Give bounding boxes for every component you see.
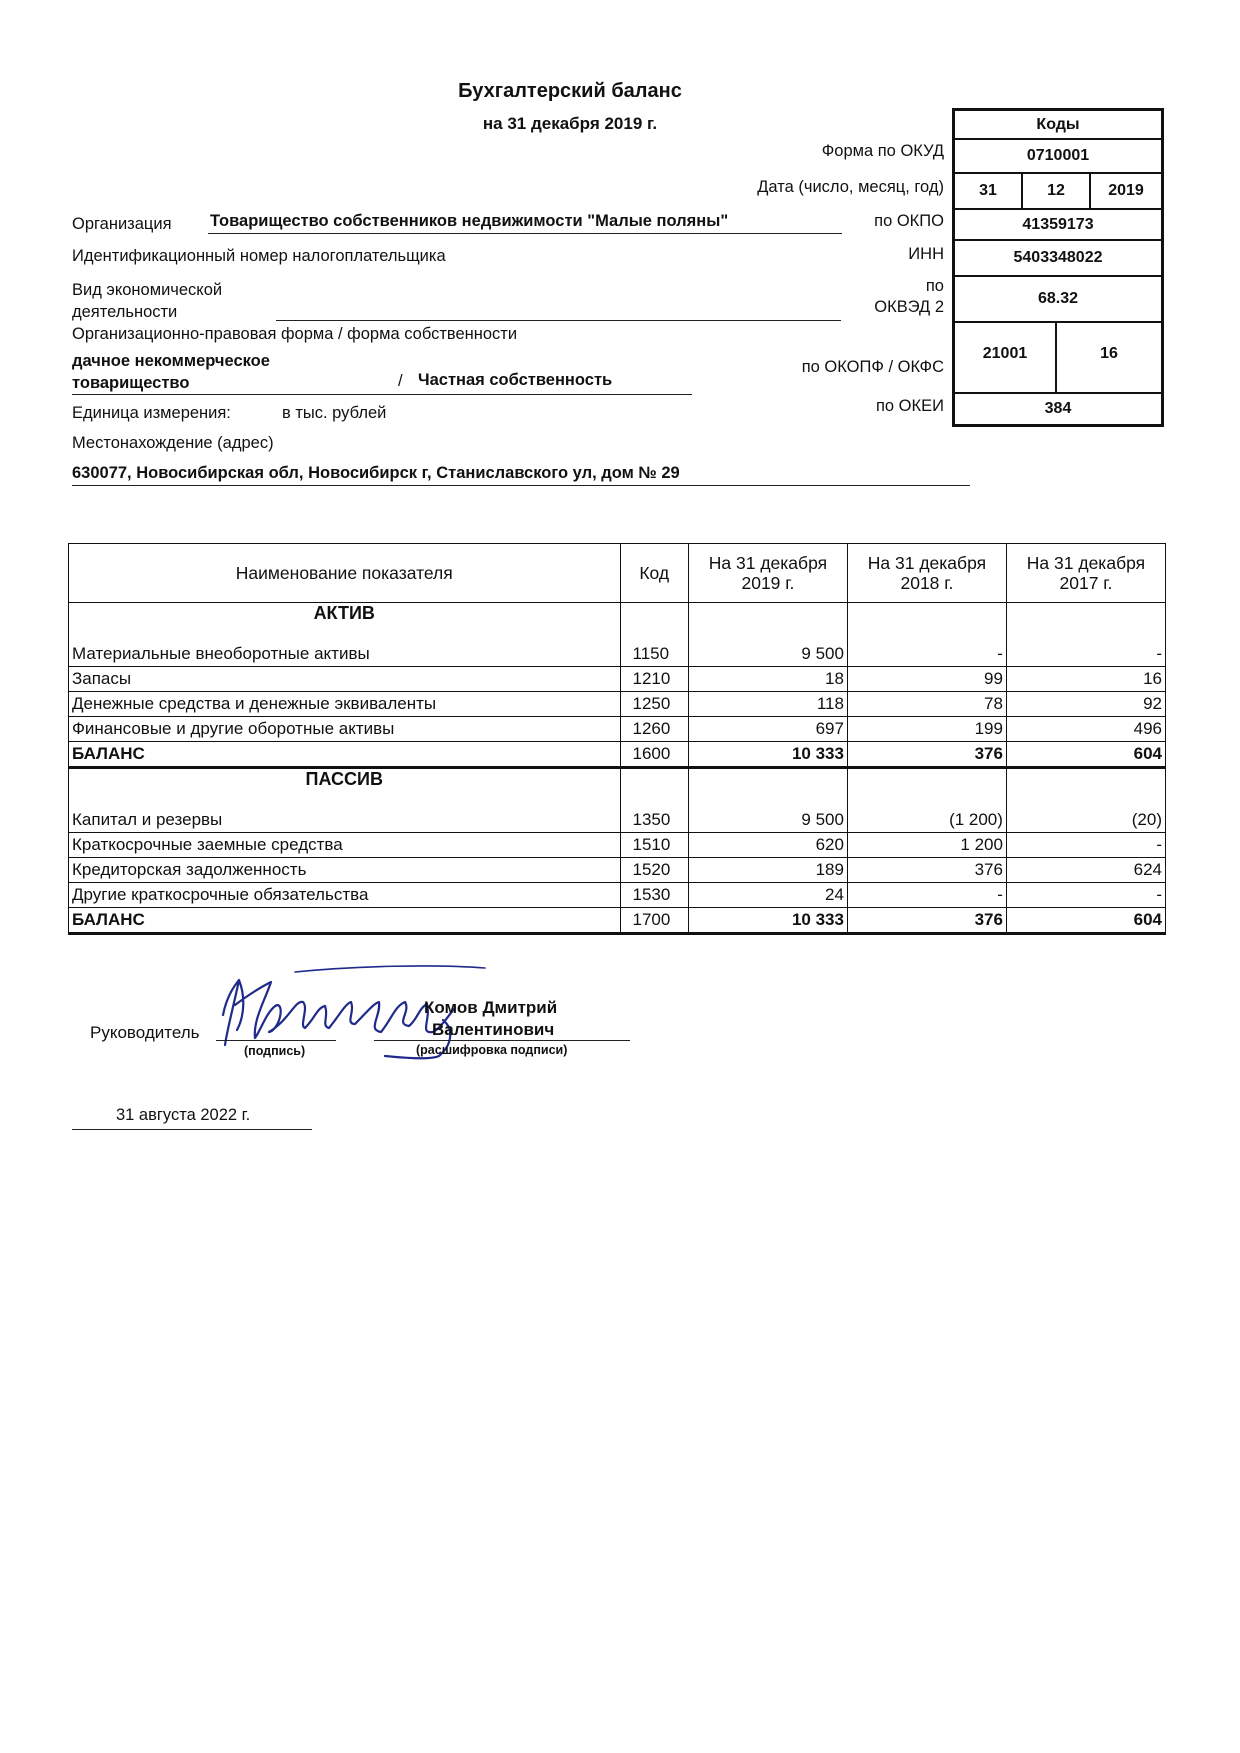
row-2019: 10 333 xyxy=(688,742,847,768)
codes-box xyxy=(952,108,1164,427)
row-2018: 1 200 xyxy=(847,833,1006,858)
unit-label: Единица измерения: xyxy=(72,404,231,422)
row-2017: 624 xyxy=(1006,858,1165,883)
row-code: 1260 xyxy=(620,717,688,742)
header-code: Код xyxy=(620,544,688,603)
row-2018: 376 xyxy=(847,858,1006,883)
date-year: 2019 xyxy=(1089,174,1161,208)
okved-label-2: ОКВЭД 2 xyxy=(874,298,944,316)
okopf-code: 21001 xyxy=(982,345,1028,362)
signer-role: Руководитель xyxy=(90,1023,200,1042)
table-row xyxy=(69,692,1166,717)
inn-full-label: Идентификационный номер налогоплательщика xyxy=(72,247,446,265)
row-2019: 9 500 xyxy=(688,768,847,833)
row-code: 1510 xyxy=(620,833,688,858)
address-label: Местонахождение (адрес) xyxy=(72,434,274,452)
row-name: Капитал и резервы xyxy=(72,810,223,829)
ownership-separator: / xyxy=(398,372,403,390)
activity-label-2: деятельности xyxy=(72,303,178,321)
table-row xyxy=(69,768,1166,833)
table-row xyxy=(69,833,1166,858)
okei-label: по ОКЕИ xyxy=(875,397,944,415)
table-row xyxy=(69,858,1166,883)
codes-header: Коды xyxy=(1036,115,1080,133)
document-title: Бухгалтерский баланс xyxy=(458,80,682,102)
signer-name-line-1: Комов Дмитрий xyxy=(424,998,558,1017)
okved-code: 68.32 xyxy=(955,275,1161,321)
asset-section-title: АКТИВ xyxy=(313,603,375,623)
address-value: 630077, Новосибирская обл, Новосибирск г, Станиславского ул, дом № 29 xyxy=(72,464,970,486)
legal-form-line-2: товарищество xyxy=(72,374,190,392)
row-2019: 10 333 xyxy=(688,908,847,934)
okpo-code: 41359173 xyxy=(955,208,1161,239)
name-caption: (расшифровка подписи) xyxy=(416,1043,568,1057)
row-2019: 24 xyxy=(688,883,847,908)
liab-section-title: ПАССИВ xyxy=(305,769,383,789)
row-2018: 78 xyxy=(847,692,1006,717)
signature-caption: (подпись) xyxy=(244,1044,306,1058)
date-month: 12 xyxy=(1021,174,1089,208)
row-name: Другие краткосрочные обязательства xyxy=(69,883,621,908)
row-2017: 16 xyxy=(1006,667,1165,692)
table-row xyxy=(69,883,1166,908)
row-code: 1210 xyxy=(620,667,688,692)
row-2017: 604 xyxy=(1006,742,1165,768)
date-day: 31 xyxy=(979,182,997,199)
row-name: Кредиторская задолженность xyxy=(69,858,621,883)
row-2018: (1 200) xyxy=(847,768,1006,833)
okved-label-1: по xyxy=(925,277,944,295)
row-2017: 604 xyxy=(1006,908,1165,934)
balance-table xyxy=(68,543,1166,935)
header-2018: На 31 декабря 2018 г. xyxy=(847,544,1006,603)
inn-label: ИНН xyxy=(908,245,944,263)
table-row xyxy=(69,717,1166,742)
row-2017: 92 xyxy=(1006,692,1165,717)
okpo-label: по ОКПО xyxy=(874,212,944,230)
row-name: БАЛАНС xyxy=(69,742,621,768)
date-codes xyxy=(955,172,1161,208)
row-2018: 99 xyxy=(847,667,1006,692)
row-code: 1700 xyxy=(620,908,688,934)
header-2017: На 31 декабря 2017 г. xyxy=(1006,544,1165,603)
document-subtitle: на 31 декабря 2019 г. xyxy=(482,114,658,133)
row-name: БАЛАНС xyxy=(69,908,621,934)
table-row xyxy=(69,603,1166,667)
row-2017: (20) xyxy=(1006,768,1165,833)
asset-total-row xyxy=(69,742,1166,768)
row-2019: 189 xyxy=(688,858,847,883)
name-underline xyxy=(374,1040,630,1041)
row-2018: 199 xyxy=(847,717,1006,742)
okfs-code: 16 xyxy=(1055,323,1161,394)
row-name: Финансовые и другие оборотные активы xyxy=(69,717,621,742)
row-2018: 376 xyxy=(847,908,1006,934)
inn-code: 5403348022 xyxy=(955,239,1161,275)
okud-code: 0710001 xyxy=(955,138,1161,172)
row-2019: 9 500 xyxy=(688,603,847,667)
signer-name-line-2: Валентинович xyxy=(432,1020,555,1039)
table-row xyxy=(69,667,1166,692)
unit-value: в тыс. рублей xyxy=(282,404,387,422)
row-2017: - xyxy=(1006,603,1165,667)
row-name: Денежные средства и денежные эквиваленты xyxy=(69,692,621,717)
legal-form-label: Организационно-правовая форма / форма собственности xyxy=(72,325,518,343)
row-2017: 496 xyxy=(1006,717,1165,742)
row-code: 1600 xyxy=(620,742,688,768)
row-code: 1250 xyxy=(620,692,688,717)
row-2019: 697 xyxy=(688,717,847,742)
header-name: Наименование показателя xyxy=(69,544,621,603)
okopf-label: по ОКОПФ / ОКФС xyxy=(801,358,944,376)
row-2019: 118 xyxy=(688,692,847,717)
row-2019: 18 xyxy=(688,667,847,692)
okei-code: 384 xyxy=(955,392,1161,424)
row-code: 1520 xyxy=(620,858,688,883)
row-2017: - xyxy=(1006,883,1165,908)
activity-underline xyxy=(276,306,841,321)
row-2018: 376 xyxy=(847,742,1006,768)
row-name: Запасы xyxy=(69,667,621,692)
row-code: 1350 xyxy=(620,768,688,833)
legal-form-line-1: дачное некоммерческое xyxy=(72,352,270,370)
org-label: Организация xyxy=(72,215,172,233)
row-code: 1530 xyxy=(620,883,688,908)
header-2019: На 31 декабря 2019 г. xyxy=(688,544,847,603)
row-2017: - xyxy=(1006,833,1165,858)
signature-date: 31 августа 2022 г. xyxy=(72,1106,312,1130)
activity-label-1: Вид экономической xyxy=(72,281,223,299)
signature-underline xyxy=(216,1040,336,1041)
okopf-okfs-codes xyxy=(955,321,1161,392)
row-name: Материальные внеоборотные активы xyxy=(72,644,370,663)
row-name: Краткосрочные заемные средства xyxy=(69,833,621,858)
row-2018: - xyxy=(847,883,1006,908)
ownership-value: Частная собственность xyxy=(418,371,613,389)
row-2018: - xyxy=(847,603,1006,667)
org-name: Товарищество собственников недвижимости "Малые поляны" xyxy=(208,212,842,234)
row-2019: 620 xyxy=(688,833,847,858)
okud-label: Форма по ОКУД xyxy=(821,142,944,160)
row-code: 1150 xyxy=(620,603,688,667)
date-label: Дата (число, месяц, год) xyxy=(757,178,944,196)
liab-total-row xyxy=(69,908,1166,934)
